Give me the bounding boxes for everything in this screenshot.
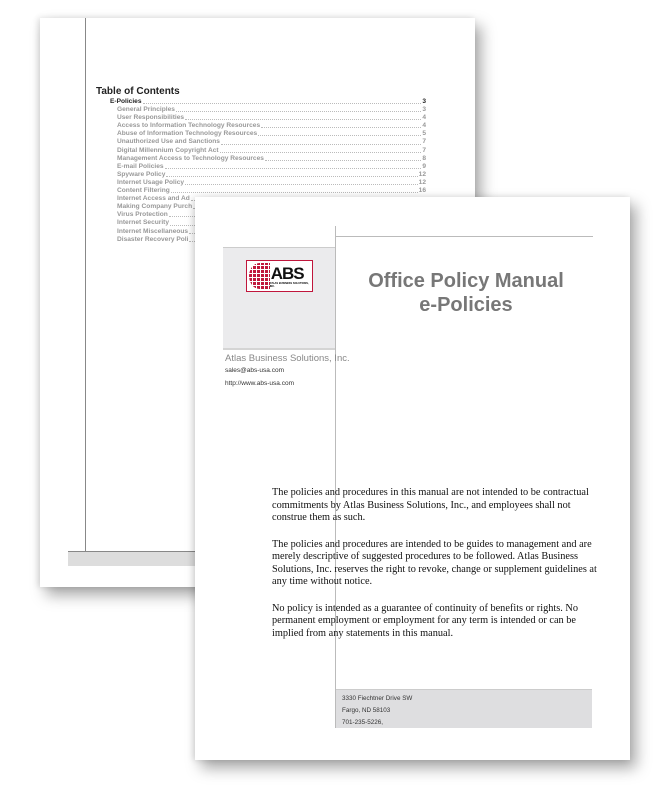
toc-entry [96,163,426,171]
email-link[interactable]: sales@abs-usa.com [225,367,284,374]
toc-entry-page: 8 [422,154,426,162]
address-phone: 701-235-5226, [342,719,383,726]
toc-entry-label: Spyware Policy [117,170,166,178]
toc-title: Table of Contents [96,86,180,97]
toc-leader [176,106,421,112]
toc-entry [96,106,426,114]
title-line-2: e-Policies [419,294,513,316]
toc-entry [96,179,426,187]
toc-entry [96,130,426,138]
logo-text: ABS [270,263,304,283]
toc-entry-label: Internet Security [117,219,170,227]
toc-leader [171,187,418,193]
cover-page [195,197,630,760]
margin-rule [85,18,86,552]
toc-leader [165,163,422,169]
toc-entry-page: 9 [422,162,426,170]
toc-leader [261,122,421,128]
toc-entry-page: 3 [422,98,426,105]
toc-entry-label: User Responsibilities [117,114,185,122]
logo-subtext: ATLAS BUSINESS SOLUTIONS, INC. [269,281,309,288]
toc-entry-label: Digital Millennium Copyright Act [117,146,219,154]
toc-entry-page: 16 [418,187,426,195]
toc-entry-label: Unauthorized Use and Sanctions [117,138,220,146]
toc-entry [96,122,426,130]
toc-entry-label: Internet Access and Ad [117,195,190,203]
paragraph: The policies and procedures in this manual are not intended to be contractual commitments by Atlas Business Solutions, Inc., and employees shall not construe them as such. [272,487,589,523]
paragraph: No policy is intended as a guarantee of continuity of benefits or rights. No permanent employment or employment for any term is intended or can be implied from any statements in this manual. [272,602,578,639]
toc-leader [221,138,421,144]
toc-entry-label: Virus Protection [117,211,168,219]
toc-entry-label: Management Access to Technology Resources [117,154,264,162]
toc-entry-page: 3 [422,106,426,114]
toc-leader [258,130,421,136]
address-street: 3330 Fiechtner Drive SW [342,695,413,702]
disclaimer [272,487,597,654]
toc-entry-label: E-mail Policies [117,162,164,170]
toc-leader [166,171,417,177]
toc-entry-label: Disaster Recovery Poli [117,235,189,243]
toc-entry-page: 7 [422,138,426,146]
toc-entry [96,147,426,155]
toc-leader [220,147,422,153]
paragraph: The policies and procedures are intended to be guides to management and are merely descriptive of suggested procedures to be followed. Atlas Business Solutions, Inc. reserves the right to revoke, change or supplement guidelines at any time without notice. [272,538,597,587]
toc-entry-page: 4 [422,122,426,130]
document-title [336,269,596,317]
toc-entry-page: 12 [418,170,426,178]
toc-entry-label: General Principles [117,106,175,114]
toc-entry-label: Abuse of Information Technology Resources [117,130,258,138]
toc-entry [96,171,426,179]
toc-entry [96,138,426,146]
toc-entry [96,98,426,106]
address-city: Fargo, ND 58103 [342,707,391,714]
logo-panel [223,247,335,350]
globe-icon [249,263,270,289]
toc-entry-page: 5 [422,130,426,138]
toc-entry-label: Internet Usage Policy [117,178,185,186]
toc-leader [185,179,418,185]
divider-horizontal [336,236,593,237]
toc-entry [96,187,426,195]
toc-entry-label: Internet Miscellaneous [117,227,189,235]
toc-entry-label: Access to Information Technology Resources [117,122,261,130]
toc-entry-label: Content Filtering [117,187,170,195]
toc-leader [265,155,421,161]
toc-entry-label: Making Company Purch [117,203,193,211]
toc-entry [96,155,426,163]
abs-logo [246,260,313,292]
company-name: Atlas Business Solutions, Inc. [225,353,350,364]
title-line-1: Office Policy Manual [368,270,564,292]
website-link[interactable]: http://www.abs-usa.com [225,380,294,387]
toc-entry-page: 4 [422,114,426,122]
toc-entry-page: 12 [418,178,426,186]
toc-entry-page: 7 [422,146,426,154]
toc-entry-label: E-Policies [110,98,142,105]
address-box [336,689,592,728]
toc-leader [143,98,422,104]
toc-leader [185,114,421,120]
toc-entry [96,114,426,122]
